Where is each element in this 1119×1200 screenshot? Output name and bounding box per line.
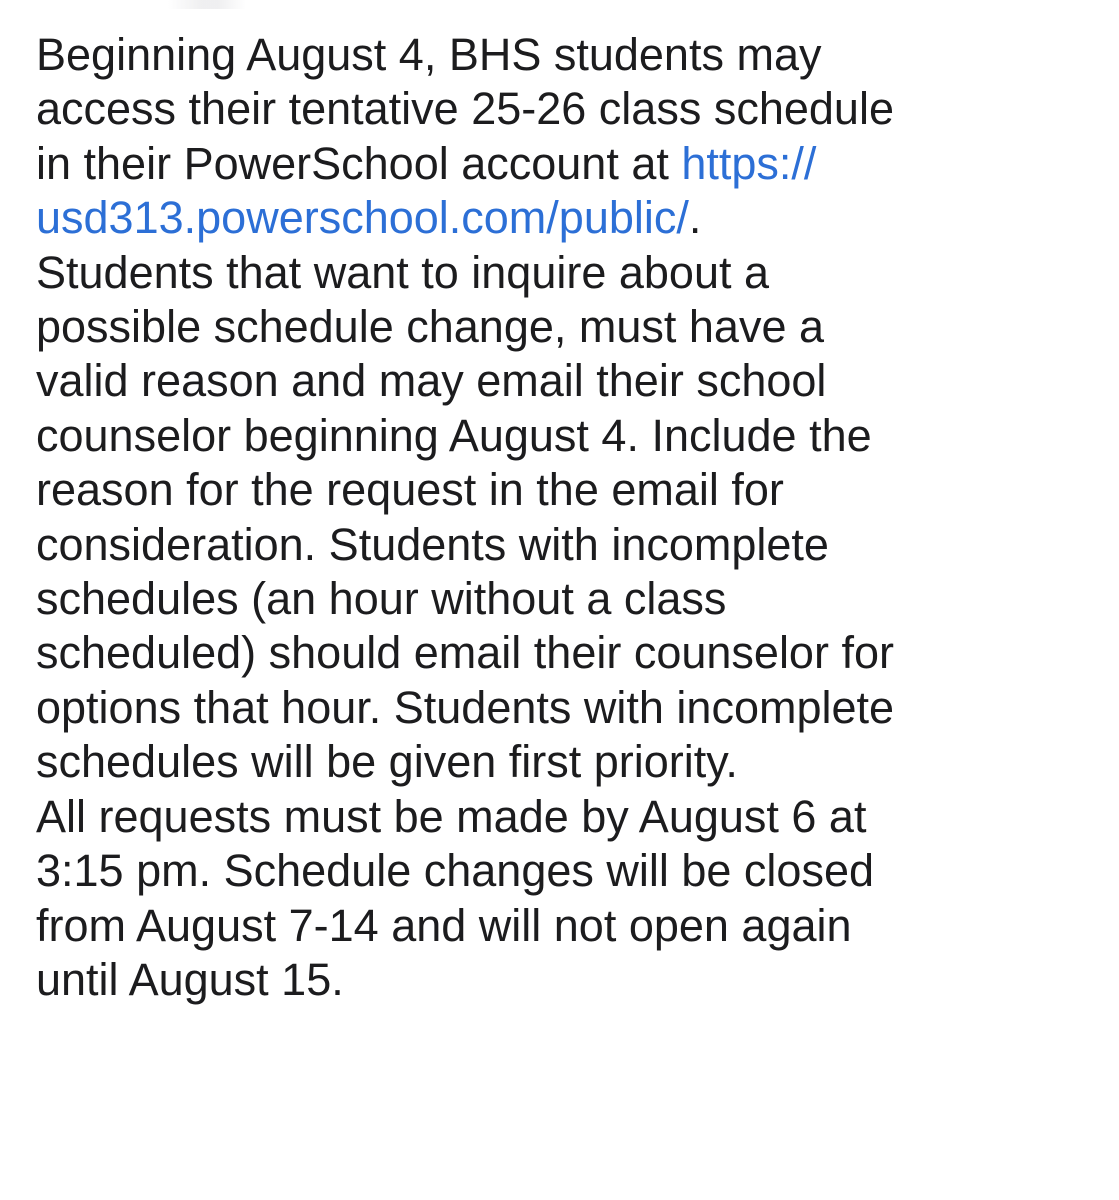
message-text — [36, 28, 1116, 1007]
powerschool-link[interactable]: https:// usd313.powerschool.com/public/ — [36, 137, 817, 244]
message-body: Students that want to inquire about a possible schedule change, must have a valid reason and may email their school counselor beginning August 4. Include the reason for the request in the email for consideration. Students with incomplete schedules (an hour without a class scheduled) should email their counselor for options that hour. Students with incomplete schedules will be given first priority. All requests must be made by August 6 at 3:15 pm. Schedule changes will be closed from August 7-14 and will not open again until August 15. — [36, 246, 895, 1005]
message-intro: Beginning August 4, BHS students may access their tentative 25-26 class schedule in their PowerSchool account at — [36, 29, 894, 189]
top-edge-sliver — [0, 0, 1119, 9]
message-link-period: . — [688, 192, 702, 244]
